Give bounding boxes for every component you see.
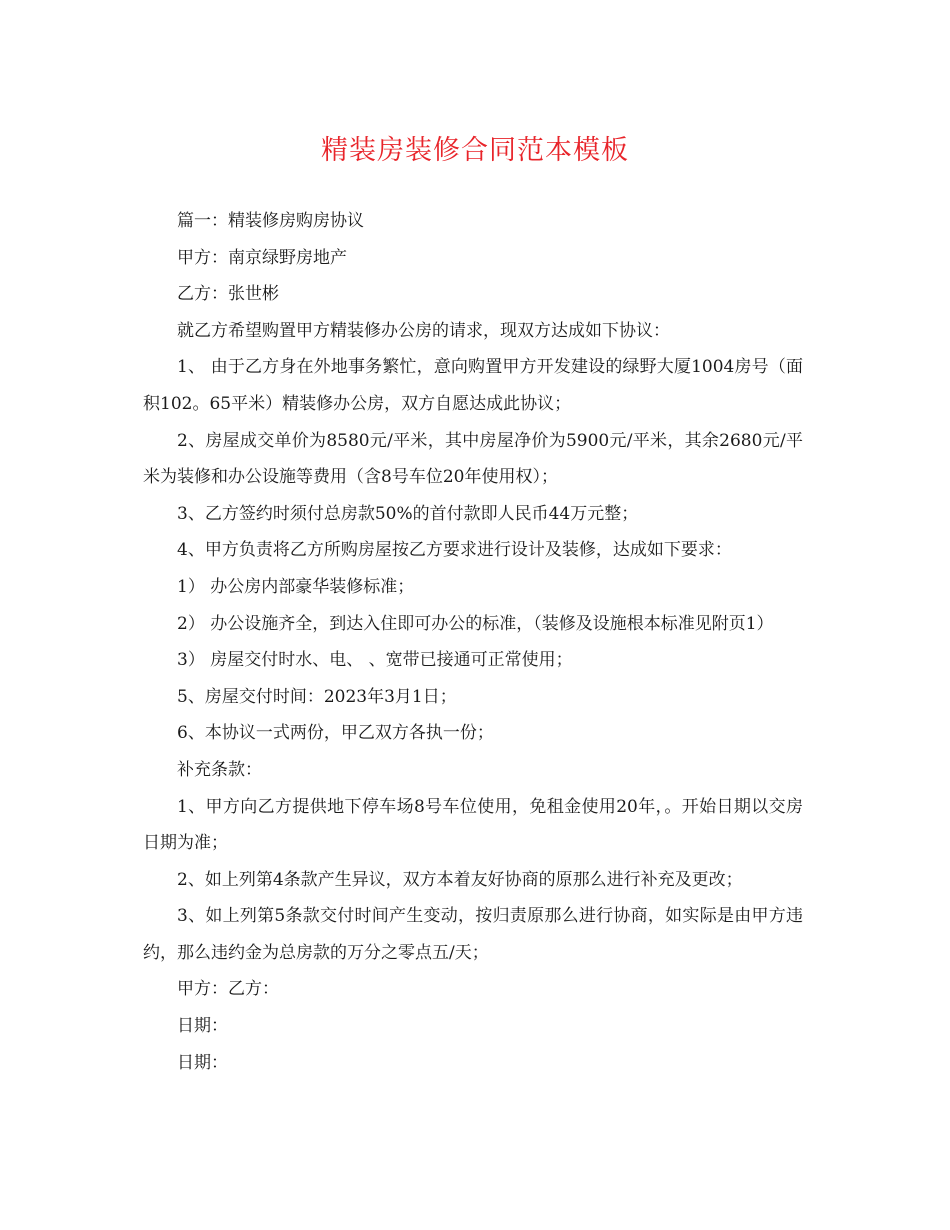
clause-2: 2、房屋成交单价为8580元/平米，其中房屋净价为5900元/平米，其余2680元/平米为装修和办公设施等费用（含8号车位20年使用权）； xyxy=(143,430,803,488)
preamble-paragraph: 就乙方希望购置甲方精装修办公房的请求，现双方达成如下协议： xyxy=(177,320,670,341)
signature-parties: 甲方：乙方： xyxy=(177,979,279,1000)
clause-3: 3、乙方签约时须付总房款50%的首付款即人民币44万元整； xyxy=(177,503,639,524)
document-body xyxy=(143,203,803,1081)
clause-4: 4、甲方负责将乙方所购房屋按乙方要求进行设计及装修，达成如下要求： xyxy=(177,540,732,561)
clause-4-item-3: 3） 房屋交付时水、电、 、宽带已接通可正常使用； xyxy=(177,650,573,671)
party-b-line: 乙方：张世彬 xyxy=(177,284,279,305)
clause-4-item-1: 1） 办公房内部豪华装修标准； xyxy=(177,576,415,597)
date-line-1: 日期： xyxy=(177,1016,228,1037)
supplementary-clause-3: 3、如上列第5条款交付时间产生变动，按归责原那么进行协商，如实际是由甲方违约，那么违约金为总房款的万分之零点五/天； xyxy=(143,906,803,963)
supplementary-clause-2: 2、如上列第4条款产生异议，双方本着友好协商的原那么进行补充及更改； xyxy=(177,869,743,890)
clause-4-item-2: 2） 办公设施齐全，到达入住即可办公的标准，（装修及设施根本标准见附页1） xyxy=(177,613,774,634)
clause-6: 6、本协议一式两份，甲乙双方各执一份； xyxy=(177,723,494,744)
date-line-2: 日期： xyxy=(177,1052,228,1073)
party-a-line: 甲方：南京绿野房地产 xyxy=(177,247,347,268)
document-title: 精装房装修合同范本模板 xyxy=(321,135,629,166)
clause-1: 1、 由于乙方身在外地事务繁忙，意向购置甲方开发建设的绿野大厦1004房号（面积102。65平米）精装修办公房，双方自愿达成此协议； xyxy=(143,357,803,414)
supplementary-clause-1: 1、甲方向乙方提供地下停车场8号车位使用，免租金使用20年，。开始日期以交房日期为准； xyxy=(143,796,803,854)
clause-5: 5、房屋交付时间：2023年3月1日； xyxy=(177,686,457,707)
section-heading: 篇一：精装修房购房协议 xyxy=(177,211,364,231)
supplementary-heading: 补充条款： xyxy=(177,759,262,780)
